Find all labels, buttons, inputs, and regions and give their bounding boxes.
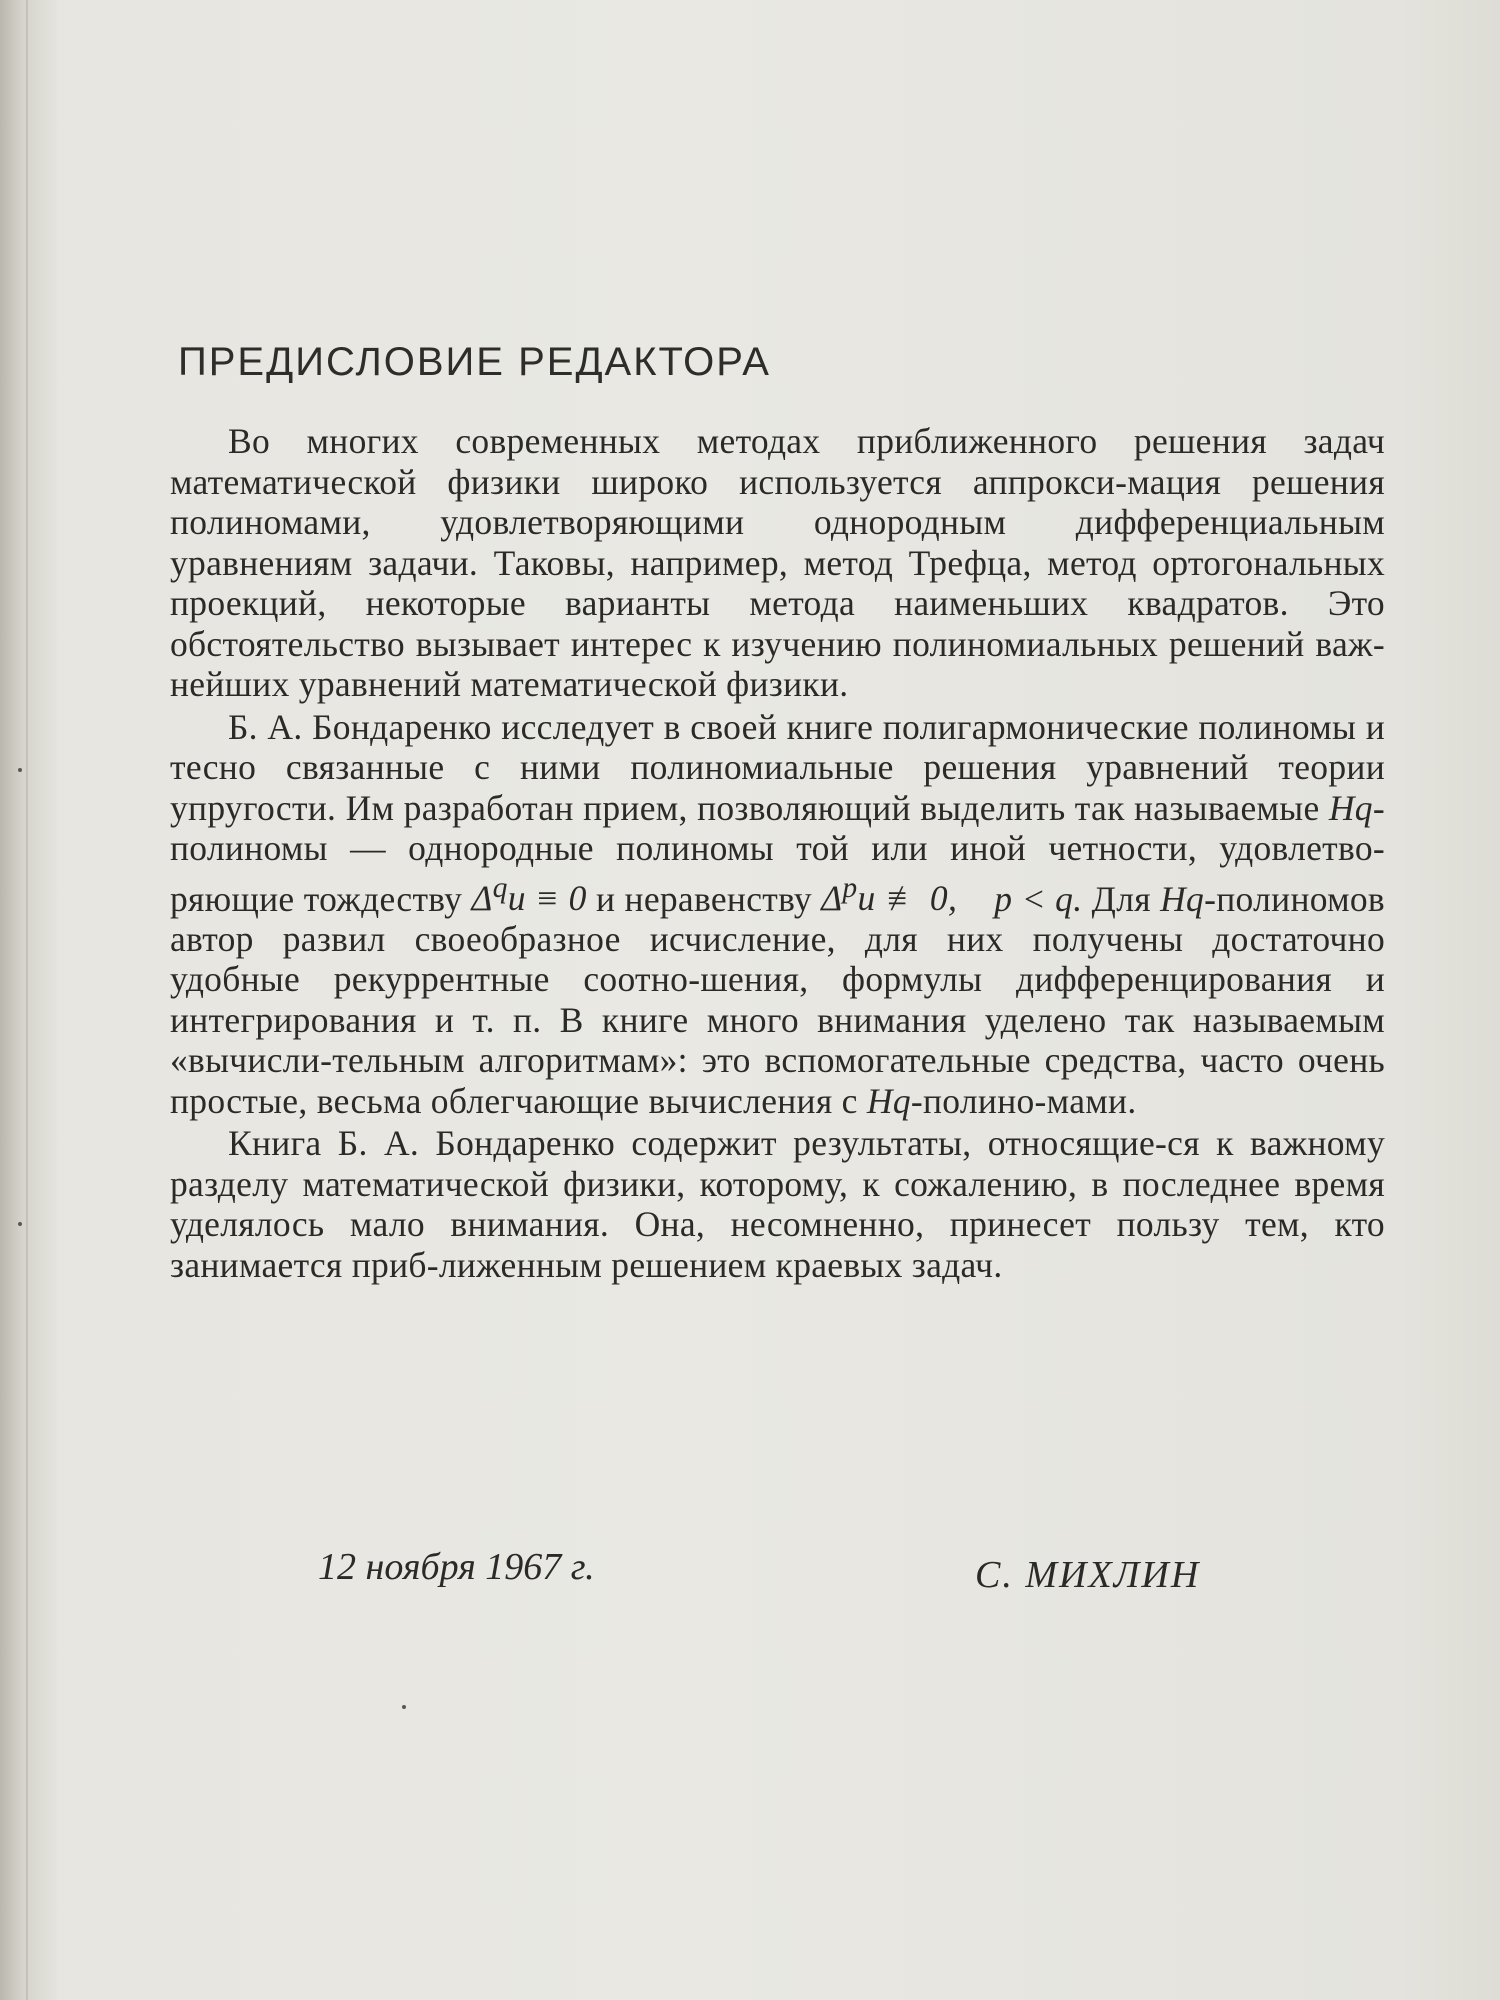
paragraph-2-text-c: и неравенству: [586, 878, 822, 919]
editor-signature: С. МИХЛИН: [975, 1554, 1201, 1596]
paper-speck: [402, 1705, 406, 1709]
paragraph-2-text-f: -полино-мами.: [910, 1080, 1137, 1121]
preface-text: [170, 340, 1385, 1287]
spine-fold-line: [26, 0, 28, 2000]
paragraph-2: [170, 707, 1385, 1122]
paper-speck: [18, 1222, 22, 1226]
date: 12 ноября 1967 г.: [318, 1546, 595, 1588]
book-spine-shadow: [0, 0, 58, 2000]
formula-laplace-q: $\Delta^qu \equiv 0$: [471, 872, 587, 919]
signature-row: [170, 1545, 1385, 1605]
paragraph-3: Книга Б. А. Бондаренко содержит результаты, относящие-ся к важному разделу математической физики, которому, к сожалению, в последнее время уделялось мало внимания. Она, несомненно, принесет пользу тем, кто занимается приб-лиженным решением краевых задач.: [170, 1123, 1385, 1285]
paper-speck: [18, 768, 22, 772]
paragraph-2-text-d: Для: [1082, 878, 1161, 919]
paragraph-1: Во многих современных методах приближенного решения задач математической физики широко используется аппрокси-мация решения полиномами, удовлетворяющими однородным дифференциальным уравнениям задачи. Таковы, например, метод Трефца, метод ортогональных проекций, некоторые варианты метода наименьших квадратов. Это обстоятельство вызывает интерес к изучению полиномиальных решений важ-нейших уравнений математической физики.: [170, 421, 1385, 704]
formula-p-less-q: p < q.: [994, 878, 1083, 919]
hq-term: Hq: [1160, 878, 1205, 919]
hq-term: Hq: [1328, 787, 1373, 828]
paragraph-2-text-e: -полиномов автор развил своеобразное исчисление, для них получены достаточно удобные рекуррентные соотно-шения, формулы дифференцирования и интегрирования и т. п. В книге много внимания уделено так называемым «вычисли-тельным алгоритмам»: это вспомогательные средства, часто очень простые, весьма облегчающие вычисления с: [170, 878, 1385, 1121]
paragraph-2-text-a: Б. А. Бондаренко исследует в своей книге полигармонические полиномы и тесно связанные с ними полиномиальные решения уравнений теории упругости. Им разработан прием, позволяющий выделить так называемые: [170, 706, 1385, 828]
formula-laplace-p: $\Delta^pu$ ≢ 0,: [821, 872, 958, 919]
page-title: ПРЕДИСЛОВИЕ РЕДАКТОРА: [178, 340, 771, 384]
paragraph-2-text-b: -полиномы — однородные полиномы той или иной четности, удовлетво-ряющие тождеству: [170, 787, 1385, 919]
hq-term: Hq: [866, 1080, 911, 1121]
